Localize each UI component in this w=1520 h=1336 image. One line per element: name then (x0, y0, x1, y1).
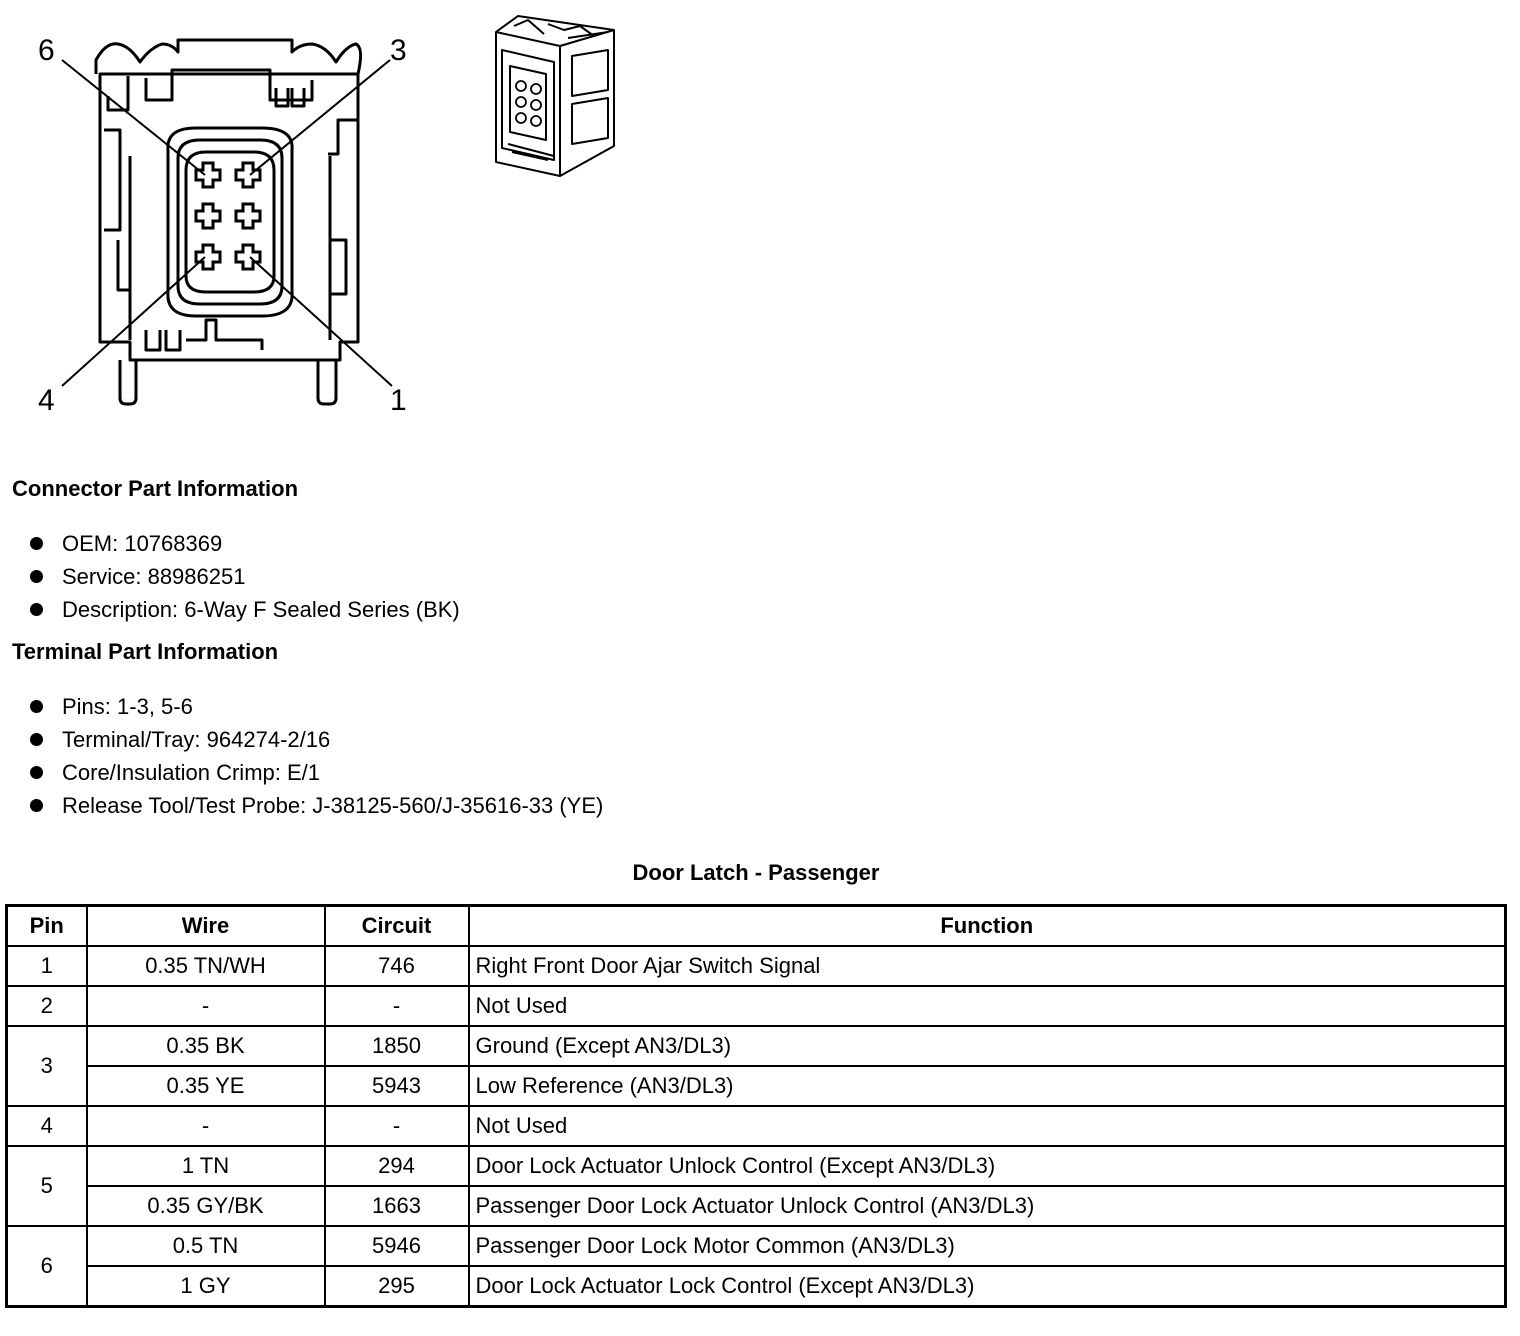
cavity-5 (196, 204, 220, 228)
circuit-cell: 746 (325, 946, 469, 986)
function-cell: Passenger Door Lock Motor Common (AN3/DL3) (469, 1226, 1506, 1266)
pinout-table (5, 904, 1507, 1308)
connector-part-info-list (28, 527, 460, 626)
function-cell: Not Used (469, 1106, 1506, 1146)
function-cell: Door Lock Actuator Lock Control (Except AN3/DL3) (469, 1266, 1506, 1307)
terminal-part-info-heading: Terminal Part Information (12, 639, 279, 664)
list-item: Service: 88986251 (28, 560, 460, 593)
cavity-1 (236, 245, 260, 269)
circuit-cell: 295 (325, 1266, 469, 1307)
pin-cell: 5 (7, 1146, 87, 1226)
function-cell: Not Used (469, 986, 1506, 1026)
circuit-cell: 1663 (325, 1186, 469, 1226)
circuit-cell: 5943 (325, 1066, 469, 1106)
pin-cell: 4 (7, 1106, 87, 1146)
wire-cell: 0.35 BK (87, 1026, 325, 1066)
list-item: Core/Insulation Crimp: E/1 (28, 756, 603, 789)
wire-cell: 0.35 YE (87, 1066, 325, 1106)
wire-cell: 1 GY (87, 1266, 325, 1307)
wire-cell: 0.35 TN/WH (87, 946, 325, 986)
wire-cell: - (87, 986, 325, 1026)
cavity-2 (236, 204, 260, 228)
wire-cell: 1 TN (87, 1146, 325, 1186)
pin-cell: 3 (7, 1026, 87, 1106)
pin-callout-6: 6 (38, 34, 55, 67)
pin-cell: 6 (7, 1226, 87, 1307)
function-cell: Right Front Door Ajar Switch Signal (469, 946, 1506, 986)
connector-part-info-heading: Connector Part Information (12, 476, 299, 501)
table-row (7, 1266, 1506, 1307)
connector-isometric-image (488, 10, 620, 182)
table-row (7, 1226, 1506, 1266)
list-item: Description: 6-Way F Sealed Series (BK) (28, 593, 460, 626)
wire-cell: 0.35 GY/BK (87, 1186, 325, 1226)
cavity-3 (236, 163, 260, 187)
pin-cell: 2 (7, 986, 87, 1026)
column-header-wire: Wire (87, 906, 325, 947)
table-row (7, 1066, 1506, 1106)
circuit-cell: - (325, 1106, 469, 1146)
pin-callout-3: 3 (390, 34, 407, 67)
terminal-part-info-list (28, 690, 603, 822)
pin-callout-1: 1 (390, 384, 407, 417)
circuit-cell: 1850 (325, 1026, 469, 1066)
circuit-cell: - (325, 986, 469, 1026)
list-item: Terminal/Tray: 964274-2/16 (28, 723, 603, 756)
table-title: Door Latch - Passenger (632, 860, 880, 885)
cavity-6 (196, 163, 220, 187)
circuit-cell: 294 (325, 1146, 469, 1186)
function-cell: Door Lock Actuator Unlock Control (Except AN3/DL3) (469, 1146, 1506, 1186)
connector-face-diagram (0, 0, 440, 430)
circuit-cell: 5946 (325, 1226, 469, 1266)
column-header-pin: Pin (7, 906, 87, 947)
table-row (7, 946, 1506, 986)
pin-cell: 1 (7, 946, 87, 986)
list-item: OEM: 10768369 (28, 527, 460, 560)
function-cell: Ground (Except AN3/DL3) (469, 1026, 1506, 1066)
wire-cell: - (87, 1106, 325, 1146)
table-row (7, 1146, 1506, 1186)
table-row (7, 1026, 1506, 1066)
table-row (7, 1106, 1506, 1146)
column-header-function: Function (469, 906, 1506, 947)
pin-callout-4: 4 (38, 384, 55, 417)
function-cell: Passenger Door Lock Actuator Unlock Control (AN3/DL3) (469, 1186, 1506, 1226)
cavity-4 (196, 245, 220, 269)
list-item: Release Tool/Test Probe: J-38125-560/J-35616-33 (YE) (28, 789, 603, 822)
list-item: Pins: 1-3, 5-6 (28, 690, 603, 723)
function-cell: Low Reference (AN3/DL3) (469, 1066, 1506, 1106)
column-header-circuit: Circuit (325, 906, 469, 947)
table-row (7, 986, 1506, 1026)
table-header-row (7, 906, 1506, 947)
wire-cell: 0.5 TN (87, 1226, 325, 1266)
table-row (7, 1186, 1506, 1226)
